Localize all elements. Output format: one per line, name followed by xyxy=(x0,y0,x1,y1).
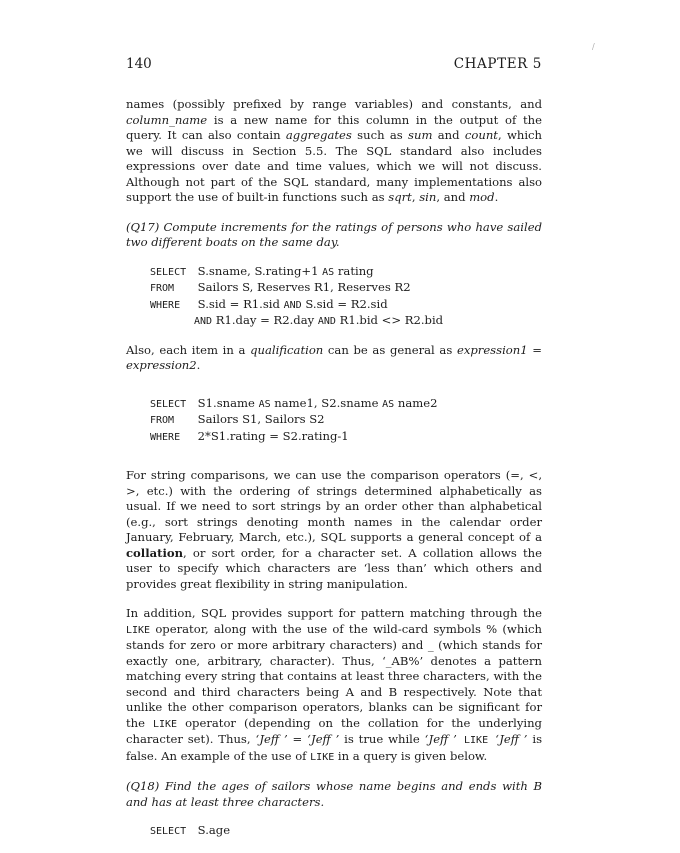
corner-mark: / xyxy=(592,42,595,51)
code-line: AND R1.day = R2.day AND R1.bid <> R2.bid xyxy=(194,313,444,327)
paragraph-pattern-matching: In addition, SQL provides support for pattern matching through the LIKE operator, along with the use of the wild-card symbols % (which stands for zero or more arbitrary characters) and _ (which stands for exactly one, arbitrary, character). Thus, ‘_AB%’ denotes a pattern matching every string that contains at least three characters, with the second and third characters being A and B respectively. Note that unlike the other comparison operators, blanks can be significant for the LIKE operator (depending on the collation for the underlying character set). Thus, ‘Jeff ’ = ‘Jeff ’ is true while ‘Jeff ’ LIKE ‘Jeff ’ is false. An example of the use of LIKE in a query is given below. xyxy=(126,606,543,763)
query-extra-code xyxy=(150,396,542,446)
chapter-title: CHAPTER 5 xyxy=(453,56,542,72)
query-q17-code xyxy=(150,264,542,330)
query-q17-title: (Q17) Compute increments for the ratings of persons who have sailed two different boats on the same day. xyxy=(126,219,542,249)
code-line: WHERE S.sid = R1.sid AND S.sid = R2.sid xyxy=(150,296,388,311)
query-q18-title: (Q18) Find the ages of sailors whose name begins and ends with B and has at least three characters. xyxy=(126,779,542,809)
code-line: SELECT S.age xyxy=(150,823,231,837)
paragraph-qualification: Also, each item in a qualification can be as general as expression1 = expression2. xyxy=(126,342,542,372)
page-number: 140 xyxy=(126,56,152,72)
code-line: FROM Sailors S1, Sailors S2 xyxy=(150,412,325,426)
code-line: WHERE 2*S1.rating = S2.rating-1 xyxy=(150,428,349,443)
code-line: SELECT S1.sname AS name1, S2.sname AS name2 xyxy=(150,395,438,410)
paragraph-string-comparison: For string comparisons, we can use the comparison operators (=, <, >, etc.) with the ordering of strings determined alphabetically as usual. If we need to sort strings by an order other than alphabetical (e.g., sort strings denoting month names in the calendar order January, February, March, etc.), SQL supports a general concept of a collation, or sort order, for a character set. A collation allows the user to specify which characters are ‘less than’ which others and provides great flexibility in string manipulation. xyxy=(126,468,542,591)
page-header xyxy=(126,56,542,72)
paragraph-select-list: names (possibly prefixed by range variables) and constants, and column_name is a new name for this column in the output of the query. It can also contain aggregates such as sum and count, which we will discuss in Section 5.5. The SQL standard also includes expressions over date and time values, which we will not discuss. Although not part of the SQL standard, many implementations also support the use of built-in functions such as sqrt, sin, and mod. xyxy=(126,97,543,204)
query-q18-code xyxy=(150,823,542,840)
code-line: FROM Sailors S, Reserves R1, Reserves R2 xyxy=(150,280,411,294)
page-body xyxy=(126,97,542,853)
code-line: SELECT S.sname, S.rating+1 AS rating xyxy=(150,263,374,278)
